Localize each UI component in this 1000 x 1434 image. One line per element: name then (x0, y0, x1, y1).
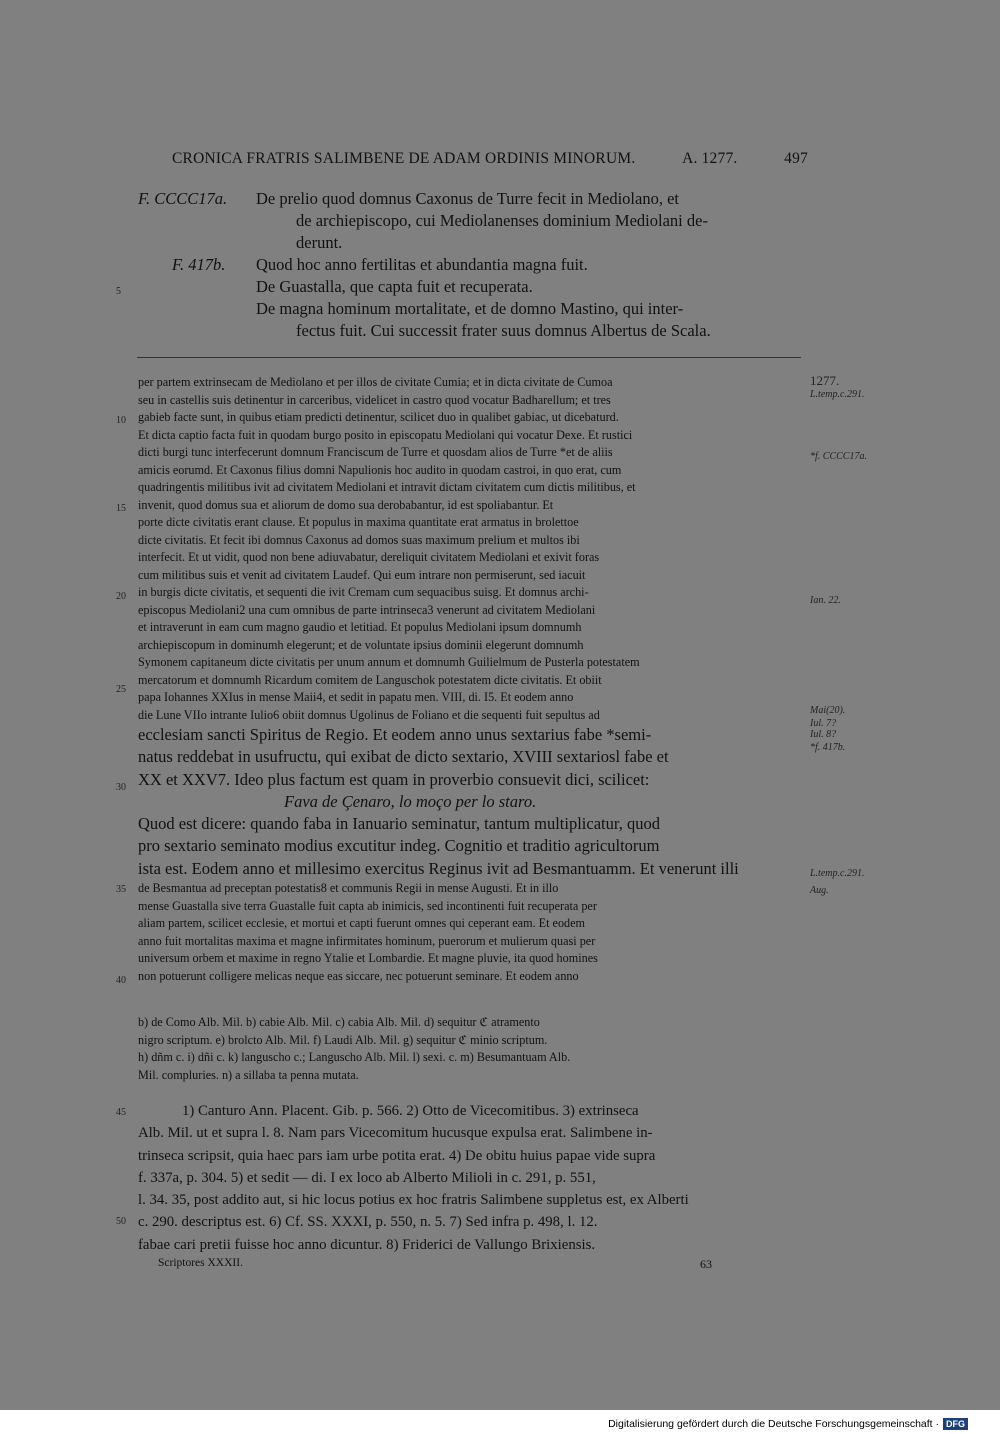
folio-label: F. 417b. (172, 255, 226, 274)
line-number: 10 (116, 415, 126, 426)
text-line: quadringentis militibus ivit ad civitatem Mediolani et intravit dictam civitatem cum dictis militibus, et (138, 480, 636, 494)
header-year: A. 1277. (682, 150, 738, 167)
apparatus-line: Mil. compluries. n) a sillaba ta penna mutata. (138, 1067, 359, 1082)
text-line: mense Guastalla sive terra Guastalle fuit capta ab inimicis, sed incontinenti fuit recuperata per (138, 898, 597, 913)
page-number: 497 (784, 150, 808, 167)
divider (137, 357, 801, 358)
funding-credit (608, 1418, 968, 1430)
footnote-line: 1) Canturo Ann. Placent. Gib. p. 566. 2) Otto de Vicecomitibus. 3) extrinseca (182, 1103, 639, 1119)
footnote-line: c. 290. descriptus est. 6) Cf. SS. XXXI, p. 550, n. 5. 7) Sed infra p. 498, l. 12. (138, 1214, 598, 1231)
summary-line: De prelio quod domnus Caxonus de Turre fecit in Mediolano, et (256, 189, 679, 208)
margin-note: *f. 417b. (810, 742, 846, 753)
text-line: non potuerunt colligere melicas neque eas siccare, nec potuerunt seminare. Et eodem anno (138, 968, 579, 983)
text-line: invenit, quod domus sua et aliorum de domo sua derobabantur, id est spoliabantur. Et (138, 497, 554, 512)
margin-note: L.temp.c.291. (810, 389, 865, 400)
sheet-signature: 63 (700, 1257, 712, 1271)
text-line: cum militibus suis et venit ad civitatem Laudef. Qui eum intrare non permiserunt, sed iacuit (138, 567, 586, 582)
folio-label: F. CCCC17a. (138, 189, 228, 208)
footnote-line: l. 34. 35, post addito aut, si hic locus potius ex hoc fratris Salimbene suppletus est, ex Alberti (138, 1192, 689, 1209)
line-number: 50 (116, 1216, 126, 1227)
margin-note: Iul. 7? (810, 718, 837, 729)
running-header (172, 150, 808, 168)
chapter-summary (138, 188, 810, 342)
proverb-line: Fava de Çenaro, lo moço per lo staro. (284, 791, 537, 811)
line-number: 45 (116, 1107, 126, 1118)
line-number: 35 (116, 884, 126, 895)
line-number: 30 (116, 782, 126, 793)
text-line: in burgis dicte civitatis, et sequenti die ivit Cremam cum sequacibus suisg. Et domnus archi- (138, 585, 589, 599)
line-number: 5 (116, 286, 121, 297)
text-line: per partem extrinsecam de Mediolano et per illos de civitate Cumia; et in dicta civitate de Cumoa (138, 375, 613, 389)
text-line: ecclesiam sancti Spiritus de Regio. Et eodem anno unus sextarius fabe *semi- (138, 725, 652, 744)
text-line: interfecit. Et ut vidit, quod non bene adiuvabatur, dereliquit civitatem Mediolani et exivit foras (138, 550, 600, 564)
text-line: pro sextario seminato modius excutitur indeg. Cognitio et traditio agricultorum (138, 836, 660, 856)
apparatus-line: b) de Como Alb. Mil. b) cabie Alb. Mil. c) cabia Alb. Mil. d) sequitur ℭ atramento (138, 1015, 540, 1029)
text-line: XX et XXV7. Ideo plus factum est quam in proverbio consuevit dici, scilicet: (138, 769, 650, 789)
summary-line: fectus fuit. Cui successit frater suus domnus Albertus de Scala. (296, 321, 711, 340)
dfg-logo: DFG (943, 1418, 968, 1430)
line-number: 20 (116, 591, 126, 602)
margin-note: *f. CCCC17a. (810, 451, 867, 462)
text-line: archiepiscopum in dominumh elegerunt; et de voluntate ipsius dominii elegerunt domnumh (138, 637, 584, 652)
margin-note: Iul. 8? (810, 729, 837, 740)
text-line: papa Iohannes XXIus in mense Maii4, et sedit in papatu men. VIII, di. I5. Et eodem anno (138, 690, 574, 704)
text-line: episcopus Mediolani2 una cum omnibus de parte intrinseca3 venerunt ad civitatem Mediolani (138, 602, 596, 617)
text-line: aliam partem, scilicet ecclesie, et mortui et capti fuerunt omnes qui ceperant eam. Et eodem (138, 916, 586, 931)
line-number: 15 (116, 503, 126, 514)
credit-text: Digitalisierung gefördert durch die Deutsche Forschungsgemeinschaft · (608, 1418, 939, 1430)
apparatus-line: h) dñm c. i) dñi c. k) languscho c.; Languscho Alb. Mil. l) sexi. c. m) Besumantuam Alb. (138, 1050, 571, 1064)
margin-note: Ian. 22. (810, 595, 841, 606)
series-signature: Scriptores XXXII. (158, 1257, 243, 1269)
footnote-line: trinseca scripsit, quia haec pars iam urbe potita erat. 4) De obitu huius papae vide supra (138, 1147, 656, 1164)
text-line: dicte civitatis. Et fecit ibi domnus Caxonus ad domos suas maximum prelium et multos ibi (138, 532, 580, 547)
margin-note: L.temp.c.291. (810, 868, 865, 879)
text-line: de Besmantua ad preceptan potestatis8 et communis Regii in mense Augusti. Et in illo (138, 881, 559, 896)
summary-line: derunt. (296, 233, 343, 252)
margin-note: Mai(20). (810, 705, 846, 716)
footnotes (138, 1100, 802, 1256)
text-line: porte dicte civitatis erant clause. Et populus in maxima quantitate erat armatus in brolettoe (138, 515, 579, 529)
summary-entry (138, 254, 810, 342)
main-text (138, 374, 802, 985)
text-line: Symonem capitaneum dicte civitatis per unum annum et domnumh Guilielmum de Pusterla potestatem (138, 655, 640, 669)
summary-line: De Guastalla, que capta fuit et recuperata. (256, 277, 533, 296)
critical-apparatus (138, 1014, 802, 1084)
margin-note: Aug. (810, 885, 829, 896)
line-number: 25 (116, 684, 126, 695)
text-line: gabieb facte sunt, in quibus etiam predicti detinentur, scilicet duo in qualibet gabiac, ut dicebaturd. (138, 410, 619, 424)
text-line: Quod est dicere: quando faba in Ianuario seminatur, tantum multiplicatur, quod (138, 814, 660, 834)
summary-line: De magna hominum mortalitate, et de domno Mastino, qui inter- (256, 299, 684, 318)
summary-line: de archiepiscopo, cui Mediolanenses dominium Mediolani de- (296, 211, 708, 230)
text-line: Et dicta captio facta fuit in quodam burgo posito in episcopatu Mediolani qui vocatur Dexe. Et rustici (138, 427, 633, 442)
running-title: CRONICA FRATRIS SALIMBENE DE ADAM ORDINIS MINORUM. (172, 150, 636, 167)
text-line: natus reddebat in usufructu, qui exibat de dicto sextario, XVIII sextariosl fabe et (138, 747, 669, 767)
text-line: amicis eorumd. Et Caxonus filius domni Napulionis hoc audito in quodam castroi, in quo erat, cum (138, 462, 622, 477)
margin-year: 1277. (810, 373, 840, 388)
text-line: die Lune VIIo intrante Iulio6 obiit domnus Ugolinus de Foliano et die sequenti fuit sepultus ad (138, 707, 600, 722)
apparatus-line: nigro scriptum. e) brolcto Alb. Mil. f) Laudi Alb. Mil. g) sequitur ℭ minio scriptum. (138, 1032, 548, 1047)
text-line: et intraverunt in eam cum magno gaudio et letitiad. Et populus Mediolani ipsum domnumh (138, 620, 582, 634)
footnote-line: f. 337a, p. 304. 5) et sedit — di. I ex loco ab Alberto Milioli in c. 291, p. 551, (138, 1169, 596, 1186)
text-line: seu in castellis suis detinentur in carceribus, videlicet in castro quod vocatur Badharellum; et tres (138, 392, 611, 407)
text-line: dicti burgi tunc interfecerunt domnum Franciscum de Turre et quosdam alios de Turre *et de aliis (138, 445, 613, 459)
summary-entry (138, 188, 810, 254)
text-line: mercatorum et domnumh Ricardum comitem de Languschok potestatem dicte civitatis. Et obiit (138, 672, 602, 687)
footnote-line: Alb. Mil. ut et supra l. 8. Nam pars Vicecomitum hucusque expulsa erat. Salimbene in- (138, 1125, 653, 1142)
footnote-line: fabae cari pretii fuisse hoc anno dicuntur. 8) Friderici de Vallungo Brixiensis. (138, 1236, 596, 1253)
text-line: ista est. Eodem anno et millesimo exercitus Reginus ivit ad Besmantuamm. Et venerunt illi (138, 858, 739, 878)
text-line: anno fuit mortalitas maxima et magne infirmitates hominum, puerorum et mulierum quasi per (138, 933, 596, 948)
summary-line: Quod hoc anno fertilitas et abundantia magna fuit. (256, 255, 588, 274)
line-number: 40 (116, 975, 126, 986)
text-line: universum orbem et maxime in regno Ytalie et Lombardie. Et magne pluvie, ita quod homines (138, 951, 598, 966)
